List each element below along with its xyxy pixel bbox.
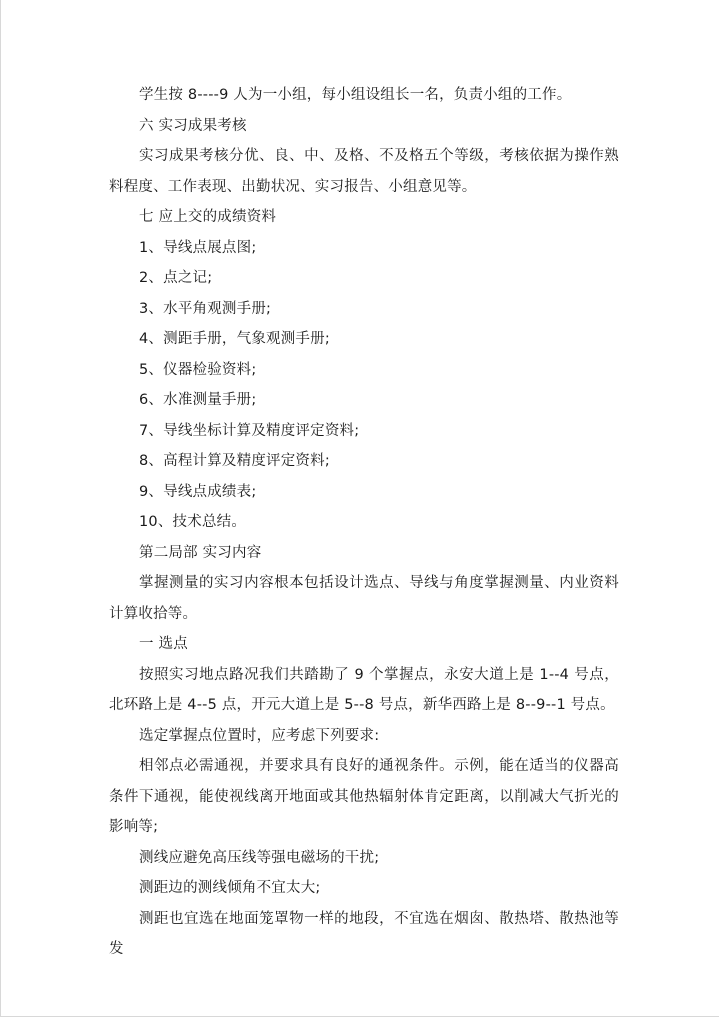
list-item: 2、点之记; <box>139 270 213 286</box>
paragraph-requirement: 相邻点必需通视，并要求具有良好的通视条件。示例，能在适当的仪器高条件下通视，能使视线离开地面或其他热辐射体肯定距离，以削减大气折光的影响等; <box>109 758 619 835</box>
list-item: 6、水准测量手册; <box>139 392 257 408</box>
heading-point-selection: 一 选点 <box>139 636 188 652</box>
list-item: 1、导线点展点图; <box>139 239 257 256</box>
paragraph-assessment: 实习成果考核分优、良、中、及格、不及格五个等级，考核依据为操作熟料程度、工作表现、出勤状况、实习报告、小组意见等。 <box>109 148 619 195</box>
list-item: 5、仪器检验资料; <box>139 361 257 378</box>
paragraph-content-summary: 掌握测量的实习内容根本包括设计选点、导线与角度掌握测量、内业资料计算收拾等。 <box>109 575 619 622</box>
list-item: 10、技术总结。 <box>139 514 247 530</box>
paragraph-requirement: 测线应避免高压线等强电磁场的干扰; <box>139 849 380 866</box>
list-item: 4、测距手册，气象观测手册; <box>139 331 330 347</box>
list-item: 8、高程计算及精度评定资料; <box>139 453 330 469</box>
list-item: 3、水平角观测手册; <box>139 300 272 317</box>
paragraph-requirement: 测距也宜选在地面笼罩物一样的地段，不宜选在烟囱、散热塔、散热池等发 <box>109 910 619 957</box>
paragraph-route-survey: 按照实习地点路况我们共踏勘了 9 个掌握点，永安大道上是 1--4 号点，北环路上是 4--5 点，开元大道上是 5--8 号点，新华西路上是 8--9--1 号点。 <box>109 666 619 713</box>
paragraph-group-note: 学生按 8----9 人为一小组，每小组设组长一名，负责小组的工作。 <box>139 87 572 103</box>
paragraph-requirement: 测距边的测线倾角不宜太大; <box>139 880 321 896</box>
paragraph-requirements-intro: 选定掌握点位置时，应考虑下列要求: <box>139 727 380 744</box>
document-body <box>109 80 619 965</box>
heading-section-7: 七 应上交的成绩资料 <box>139 209 277 225</box>
list-item: 7、导线坐标计算及精度评定资料; <box>139 422 360 439</box>
list-item: 9、导线点成绩表; <box>139 483 257 500</box>
heading-section-6: 六 实习成果考核 <box>139 117 247 134</box>
heading-part-2: 第二局部 实习内容 <box>139 544 262 561</box>
